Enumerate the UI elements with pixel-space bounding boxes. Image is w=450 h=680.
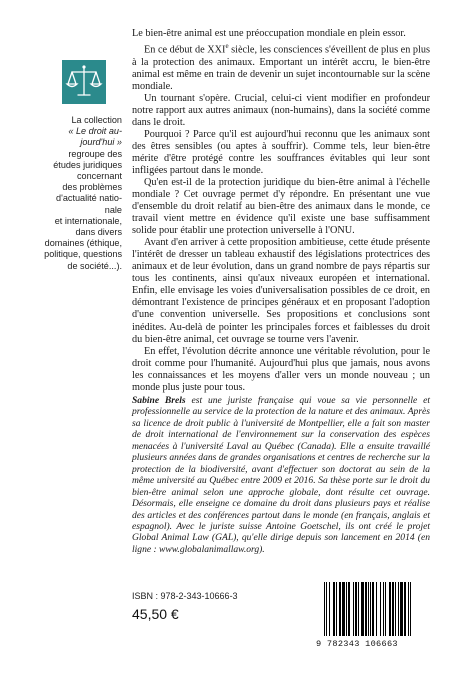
collection-line: « Le droit au- (68, 126, 122, 137)
barcode-bar (355, 582, 357, 636)
collection-line: d'actualité natio- (56, 193, 122, 204)
barcode-bar (339, 582, 341, 636)
barcode-bar (385, 582, 386, 636)
barcode-bar (329, 582, 330, 636)
barcode-bar (348, 582, 350, 636)
barcode-bar (380, 582, 381, 636)
barcode-image (320, 580, 432, 642)
barcode-bar (410, 582, 411, 636)
collection-line: domaines (éthique, (44, 238, 122, 249)
barcode-bar (326, 582, 327, 636)
barcode-bar (333, 582, 335, 636)
collection-line: et internationale, (54, 215, 122, 226)
summary-paragraph: Un tournant s'opère. Crucial, celui-ci vient modifier en profondeur notre rapport aux autres animaux (non-humains), dans la société comme dans le droit. (132, 92, 430, 128)
collection-line: études juridiques (53, 159, 122, 170)
barcode-bar (383, 582, 384, 636)
collection-line: dans divers (75, 227, 122, 238)
barcode-bar (408, 582, 409, 636)
barcode-bar (358, 582, 359, 636)
barcode-bar (372, 582, 374, 636)
barcode-bar (400, 582, 403, 636)
summary-paragraph: Le bien-être animal est une préoccupation mondiale en plein essor. (132, 28, 406, 39)
collection-description (4, 115, 122, 272)
summary-paragraph: Avant d'en arriver à cette proposition ambitieuse, cette étude présente l'intérêt de dresser un tableau exhaustif des législations protectrices des animaux et de leur évolution, dans un grand nombre de pays répartis sur tous les continents, ainsi qu'aux niveaux européen et international. Enfin, elle envisage les voies d'universalisation possibles de ce droit, en démontrant l'existence de principes généraux et en proposant l'adoption d'une convention universelle. Ses propositions et conclusions sont inédites. Au-delà de pointer les principales forces et faiblesses du droit du bien-être animal, cet ouvrage se tourne vers l'avenir. (132, 237, 430, 345)
barcode-bar (342, 582, 345, 636)
collection-line: de société...). (67, 260, 122, 271)
barcode-bar (404, 582, 406, 636)
barcode-bar (361, 582, 364, 636)
author-biography (132, 395, 430, 555)
collection-line: des problèmes (62, 182, 122, 193)
price-label: 45,50 € (132, 606, 179, 622)
summary-paragraph: Qu'en est-il de la protection juridique du bien-être animal à l'échelle mondiale ? Cet ouvrage permet d'y répondre. En présentant une vue d'ensemble du droit relatif au bien-être des animaux dans le monde, ce travail vient mettre en évidence qu'il existe une base suffisamment solide pour établir une protection universelle à l'ONU. (132, 176, 430, 237)
barcode-bar (398, 582, 399, 636)
collection-line: politique, questions (44, 249, 122, 260)
barcode-bar (346, 582, 347, 636)
barcode-bar (392, 582, 394, 636)
barcode-bar (353, 582, 354, 636)
collection-line: La collection (71, 115, 122, 125)
barcode-digits: 9 782343 106663 (316, 639, 398, 649)
collection-line: nale (104, 204, 122, 215)
collection-line: jourd'hui » (80, 137, 122, 148)
summary-text-span: En ce début de XXI (144, 44, 226, 56)
barcode-bar (324, 582, 325, 636)
barcode-bar (368, 582, 369, 636)
summary-paragraph: En effet, l'évolution décrite annonce une véritable révolution, pour le droit comme pour l'humanité. Aujourd'hui plus que jamais, nous avons les connaissances et les moyens d'aller vers un monde nouveau ; un monde plus juste pour tous. (132, 345, 430, 393)
summary-text-span: siècle, les consciences s'éveillent de plus en plus à la protection des animaux. Emportant un intérêt accru, le bien-être animal est même en train de devenir un sujet incontournable sur la scène mondiale. (132, 44, 430, 92)
barcode-bar (365, 582, 367, 636)
collection-line: concernant (77, 171, 122, 182)
scales-of-justice-icon (62, 60, 106, 104)
summary-paragraph: Pourquoi ? Parce qu'il est aujourd'hui reconnu que les animaux sont des êtres sensibles (ou aptes à souffrir). Comme tels, leur bien-être mérite d'être protégé contre les souffrances évitables qui leur sont infligées partout dans le monde. (132, 128, 430, 176)
collection-line: regroupe des (68, 148, 122, 159)
author-name: Sabine Brels (132, 395, 186, 406)
barcode-bar (336, 582, 337, 636)
summary-text (132, 28, 430, 394)
summary-paragraph (132, 40, 430, 93)
barcode-bar (376, 582, 377, 636)
barcode-bar (395, 582, 396, 636)
barcode-bar (370, 582, 371, 636)
author-bio-text: est une juriste française qui voue sa vie personnelle et professionnelle au service de la protection de la nature et des animaux. Après sa licence de droit public à l'université de Montpellier, elle a fait son master de droit international de l'environnement sur la conservation des espèces menacées à l'université Laval au Québec (Canada). Elle a ensuite travaillé plusieurs années dans de grandes organisations et centres de recherche sur la protection de la biodiversité, avant d'effectuer son doctorat au sein de la même université au Québec entre 2009 et 2016. Sa thèse porte sur le droit du bien-être animal selon une approche globale, dont résulte cet ouvrage. Désormais, elle enseigne ce domaine du droit dans plusieurs pays et réalise des articles et des conférences partout dans le monde (en français, anglais et espagnol). Avec le juriste suisse Antoine Goetschel, ils ont créé le projet Global Animal Law (GAL), qu'elle dirige depuis son lancement en 2014 (en ligne : www.globalanimallaw.org). (132, 395, 430, 555)
barcode-bar (389, 582, 391, 636)
century-superscript: e (225, 42, 229, 51)
isbn-label: ISBN : 978-2-343-10666-3 (132, 591, 238, 601)
left-column (0, 0, 126, 680)
